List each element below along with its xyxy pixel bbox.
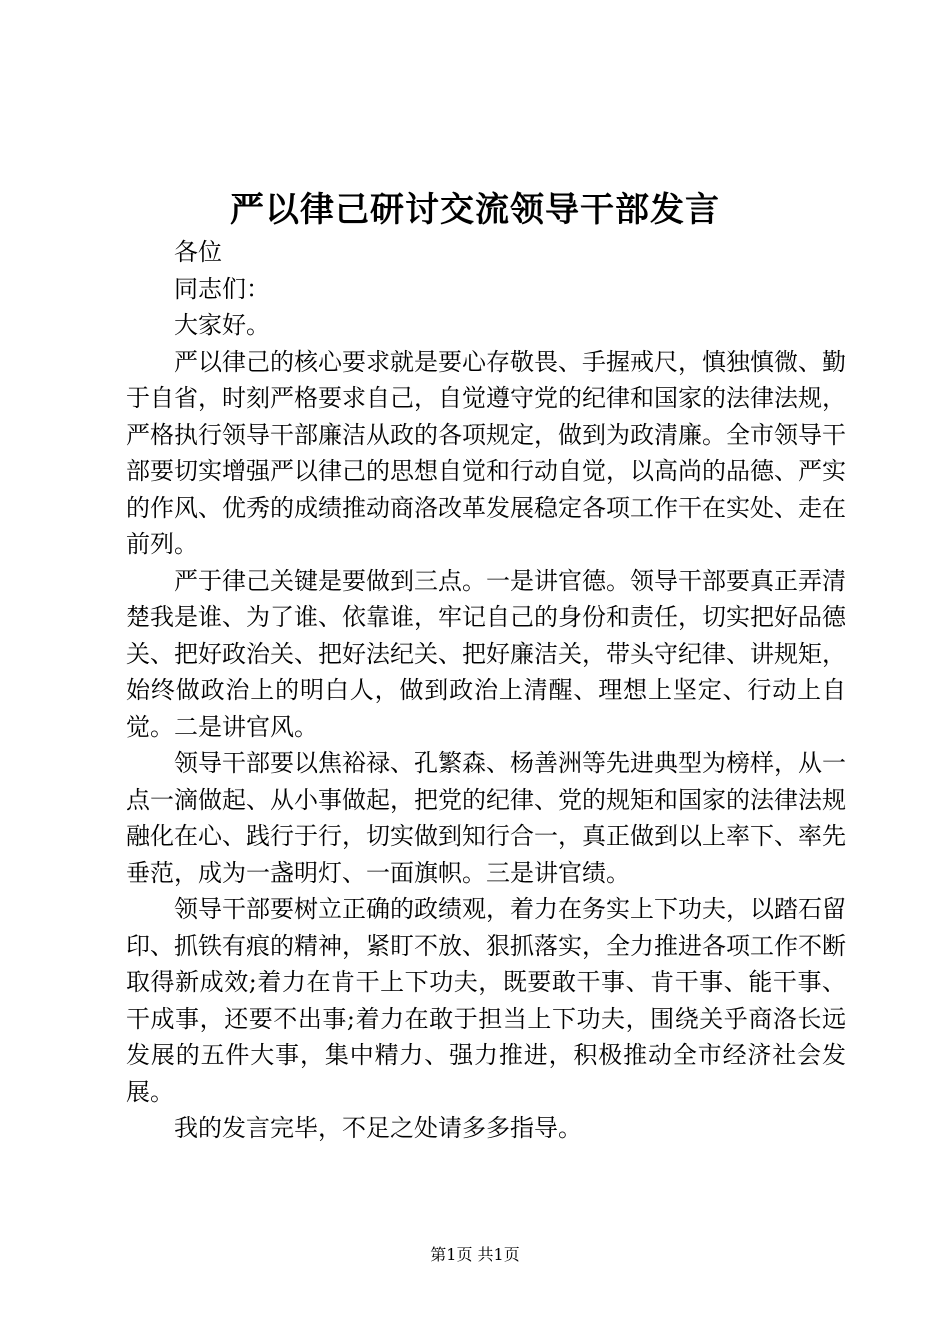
body-paragraph: 领导干部要以焦裕禄、孔繁森、杨善洲等先进典型为榜样，从一点一滴做起、从小事做起，把党的纪律、党的规矩和国家的法律法规融化在心、践行于行，切实做到知行合一，真正做到以上率下、率先垂范，成为一盏明灯、一面旗帜。三是讲官绩。 (126, 749, 846, 887)
salutation-line-2: 同志们： (174, 274, 270, 303)
greeting-line: 大家好。 (174, 311, 270, 339)
body-paragraph: 领导干部要树立正确的政绩观，着力在务实上下功夫，以踏石留印、抓铁有痕的精神，紧盯不放、狠抓落实，全力推进各项工作不断取得新成效;着力在肯干上下功夫，既要敢干事、肯干事、能干事、干成事，还要不出事;着力在敢于担当上下功夫，围绕关乎商洛长远发展的五件大事，集中精力、强力推进，积极推动全市经济社会发展。 (126, 895, 846, 1106)
page-footer: 第1页 共1页 (430, 1245, 520, 1264)
salutation-line-1: 各位 (174, 238, 222, 266)
document-title: 严以律己研讨交流领导干部发言 (230, 190, 720, 230)
document-body (126, 234, 846, 1147)
closing-line: 我的发言完毕，不足之处请多多指导。 (174, 1114, 582, 1142)
body-paragraph: 严于律己关键是要做到三点。一是讲官德。领导干部要真正弄清楚我是谁、为了谁、依靠谁，牢记自己的身份和责任，切实把好品德关、把好政治关、把好法纪关、把好廉洁关，带头守纪律、讲规矩，始终做政治上的明白人，做到政治上清醒、理想上坚定、行动上自觉。二是讲官风。 (126, 566, 846, 741)
body-paragraph: 严以律己的核心要求就是要心存敬畏、手握戒尺，慎独慎微、勤于自省，时刻严格要求自己，自觉遵守党的纪律和国家的法律法规，严格执行领导干部廉洁从政的各项规定，做到为政清廉。全市领导干部要切实增强严以律己的思想自觉和行动自觉，以高尚的品德、严实的作风、优秀的成绩推动商洛改革发展稳定各项工作干在实处、走在前列。 (126, 347, 846, 558)
